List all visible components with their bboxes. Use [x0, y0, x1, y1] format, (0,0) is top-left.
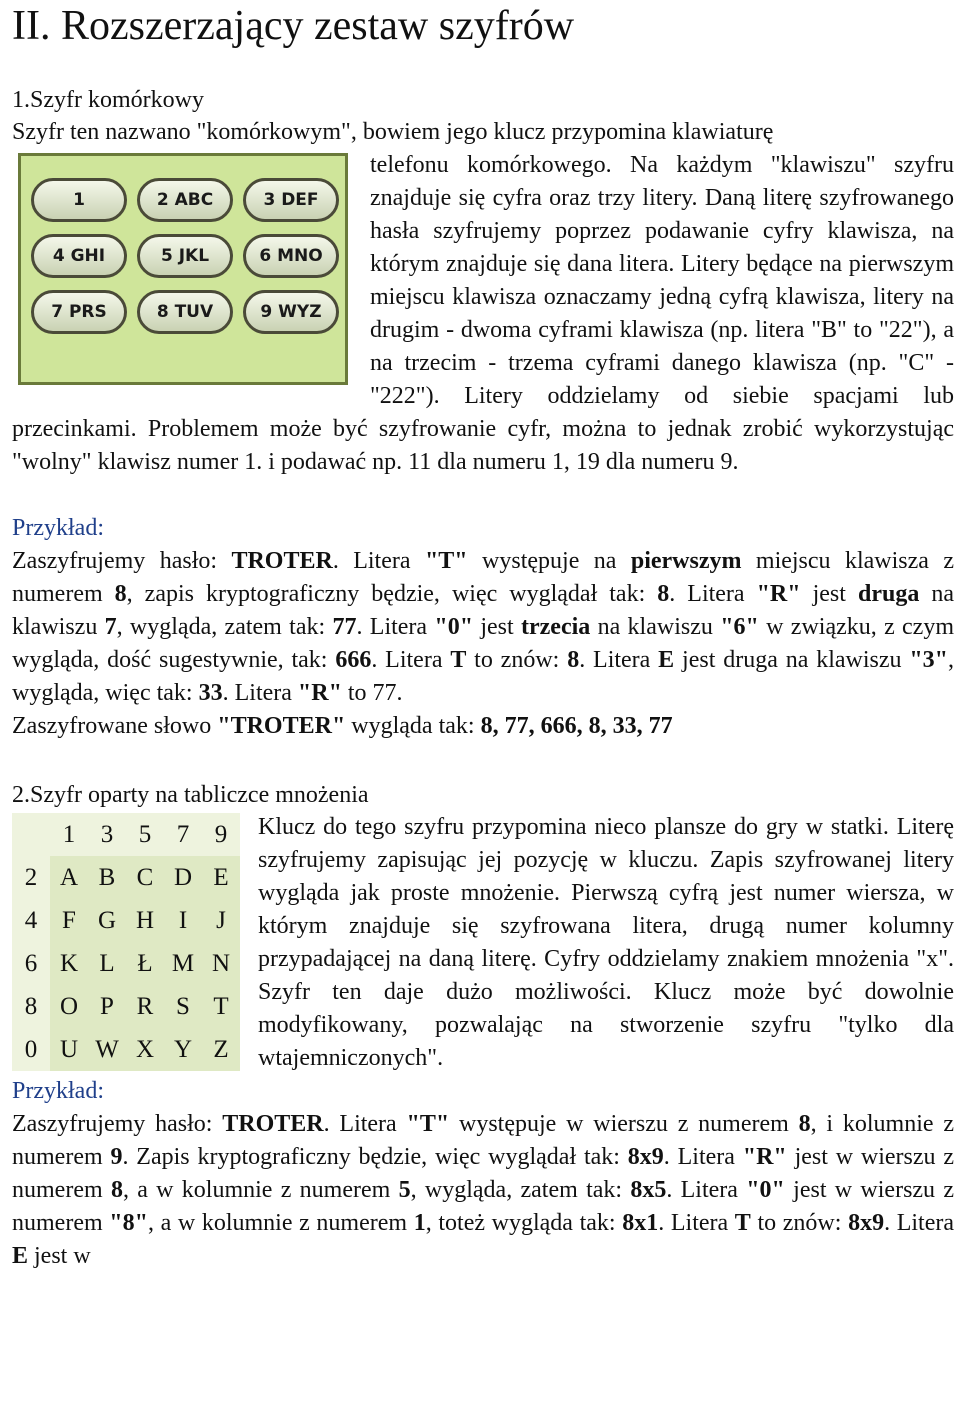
section2-heading: 2.Szyfr oparty na tabliczce mnożenia — [12, 782, 369, 808]
row-number-cell: 8 — [12, 985, 50, 1028]
column-number-cell: 9 — [202, 813, 240, 856]
letter-cell: R — [126, 985, 164, 1028]
letter-cell: L — [88, 942, 126, 985]
letter-cell: A — [50, 856, 88, 899]
cipher-table-row — [12, 899, 240, 942]
cipher-table-row — [12, 1028, 240, 1071]
keypad-key: 6 MNO — [243, 234, 339, 278]
keypad-key: 7 PRS — [31, 290, 127, 334]
letter-cell: N — [202, 942, 240, 985]
letter-cell: P — [88, 985, 126, 1028]
row-number-cell: 4 — [12, 899, 50, 942]
section2-example-text: Zaszyfrujemy hasło: TROTER. Litera "T" występuje w wierszu z numerem 8, i kolumnie z numerem 9. Zapis kryptograficzny będzie, więc wyglądał tak: 8x9. Litera "R" jest w wierszu z numerem 8, a w kolumnie z numerem 5, wygląda, zatem tak: 8x5. Litera "0" jest w wierszu z numerem "8", a w kolumnie z numerem 1, toteż wygląda tak: 8x1. Litera T to znów: 8x9. Litera E jest w — [12, 1111, 955, 1269]
cipher-table-row — [12, 985, 240, 1028]
letter-cell: K — [50, 942, 88, 985]
row-number-cell: 2 — [12, 856, 50, 899]
letter-cell: Y — [164, 1028, 202, 1071]
column-number-cell: 3 — [88, 813, 126, 856]
letter-cell: H — [126, 899, 164, 942]
keypad-key: 8 TUV — [137, 290, 233, 334]
letter-cell: I — [164, 899, 202, 942]
cipher-table-row — [12, 856, 240, 899]
letter-cell: Z — [202, 1028, 240, 1071]
letter-cell: W — [88, 1028, 126, 1071]
keypad-key: 1 — [31, 178, 127, 222]
phone-keypad-image — [18, 153, 348, 385]
section1-example-label: Przykład: — [12, 515, 104, 541]
letter-cell: M — [164, 942, 202, 985]
keypad-key: 2 ABC — [137, 178, 233, 222]
letter-cell: B — [88, 856, 126, 899]
row-number-cell: 0 — [12, 1028, 50, 1071]
letter-cell: D — [164, 856, 202, 899]
letter-cell: G — [88, 899, 126, 942]
letter-cell: E — [202, 856, 240, 899]
column-number-cell — [12, 813, 50, 856]
letter-cell: Ł — [126, 942, 164, 985]
section1-heading: 1.Szyfr komórkowy — [12, 87, 204, 113]
cipher-table-row — [12, 942, 240, 985]
column-number-cell: 1 — [50, 813, 88, 856]
document-page — [12, 0, 954, 1273]
section2-example-label: Przykład: — [12, 1078, 104, 1104]
letter-cell: J — [202, 899, 240, 942]
row-number-cell: 6 — [12, 942, 50, 985]
page-title: II. Rozszerzający zestaw szyfrów — [12, 3, 575, 49]
keypad-key: 5 JKL — [137, 234, 233, 278]
letter-cell: S — [164, 985, 202, 1028]
keypad-key: 3 DEF — [243, 178, 339, 222]
section1-example-text: Zaszyfrujemy hasło: TROTER. Litera "T" występuje na pierwszym miejscu klawisza z numerem 8, zapis kryptograficzny będzie, więc wyglądał tak: 8. Litera "R" jest druga na klawiszu 7, wygląda, zatem tak: 77. Litera "0" jest trzecia na klawiszu "6" w związku, z czym wygląda, dość sugestywnie, tak: 666. Litera T to znów: 8. Litera E jest druga na klawiszu "3", wygląda, więc tak: 33. Litera "R" to 77. — [12, 548, 955, 706]
column-number-cell: 5 — [126, 813, 164, 856]
letter-cell: F — [50, 899, 88, 942]
keypad-key: 9 WYZ — [243, 290, 339, 334]
keypad-key: 4 GHI — [31, 234, 127, 278]
column-number-cell: 7 — [164, 813, 202, 856]
section2-body: Klucz do tego szyfru przypomina nieco plansze do gry w statki. Literę szyfrujemy zapisując jej pozycję w kluczu. Zapis szyfrowanej litery wygląda jak proste mnożenie. Pierwszą cyfrą jest numer wiersza, w którym znajduje się szyfrowana litera, drugą numer kolumny przypadającej na daną literę. Cyfry oddzielamy znakiem mnożenia "x". Szyfr ten daje dużo możliwości. Klucz może być dowolnie modyfikowany, pozwalając na stworzenie szyfru "tylko dla wtajemniczonych". — [258, 814, 954, 1071]
section1-intro-line: Szyfr ten nazwano "komórkowym", bowiem jego klucz przypomina klawiaturę — [12, 119, 774, 145]
section1-result: Zaszyfrowane słowo "TROTER" wygląda tak: 8, 77, 666, 8, 33, 77 — [12, 713, 673, 739]
multiplication-cipher-table — [12, 813, 240, 1071]
letter-cell: T — [202, 985, 240, 1028]
letter-cell: X — [126, 1028, 164, 1071]
letter-cell: O — [50, 985, 88, 1028]
letter-cell: U — [50, 1028, 88, 1071]
section1-body: telefonu komórkowego. Na każdym "klawiszu" szyfru znajduje się cyfra oraz trzy litery. Daną literę szyfrowanego hasła szyfrujemy poprzez podawanie cyfry klawisza, na którym znajduje się dana litera. Litery będące na pierwszym miejscu klawisza oznaczamy jedną cyfrą klawisza, litery na drugim - dwoma cyframi klawisza (np. litera "B" to "22"), a na trzecim - trzema cyframi danego klawisza (np. "C" - "222"). Litery oddzielamy od siebie spacjami lub przecinkami. Problemem może być szyfrowanie cyfr, można to jednak zrobić wykorzystując "wolny" klawisz numer 1. i podawać np. 11 dla numeru 1, 19 dla numeru 9. — [12, 152, 954, 475]
letter-cell: C — [126, 856, 164, 899]
cipher-table-row — [12, 813, 240, 856]
